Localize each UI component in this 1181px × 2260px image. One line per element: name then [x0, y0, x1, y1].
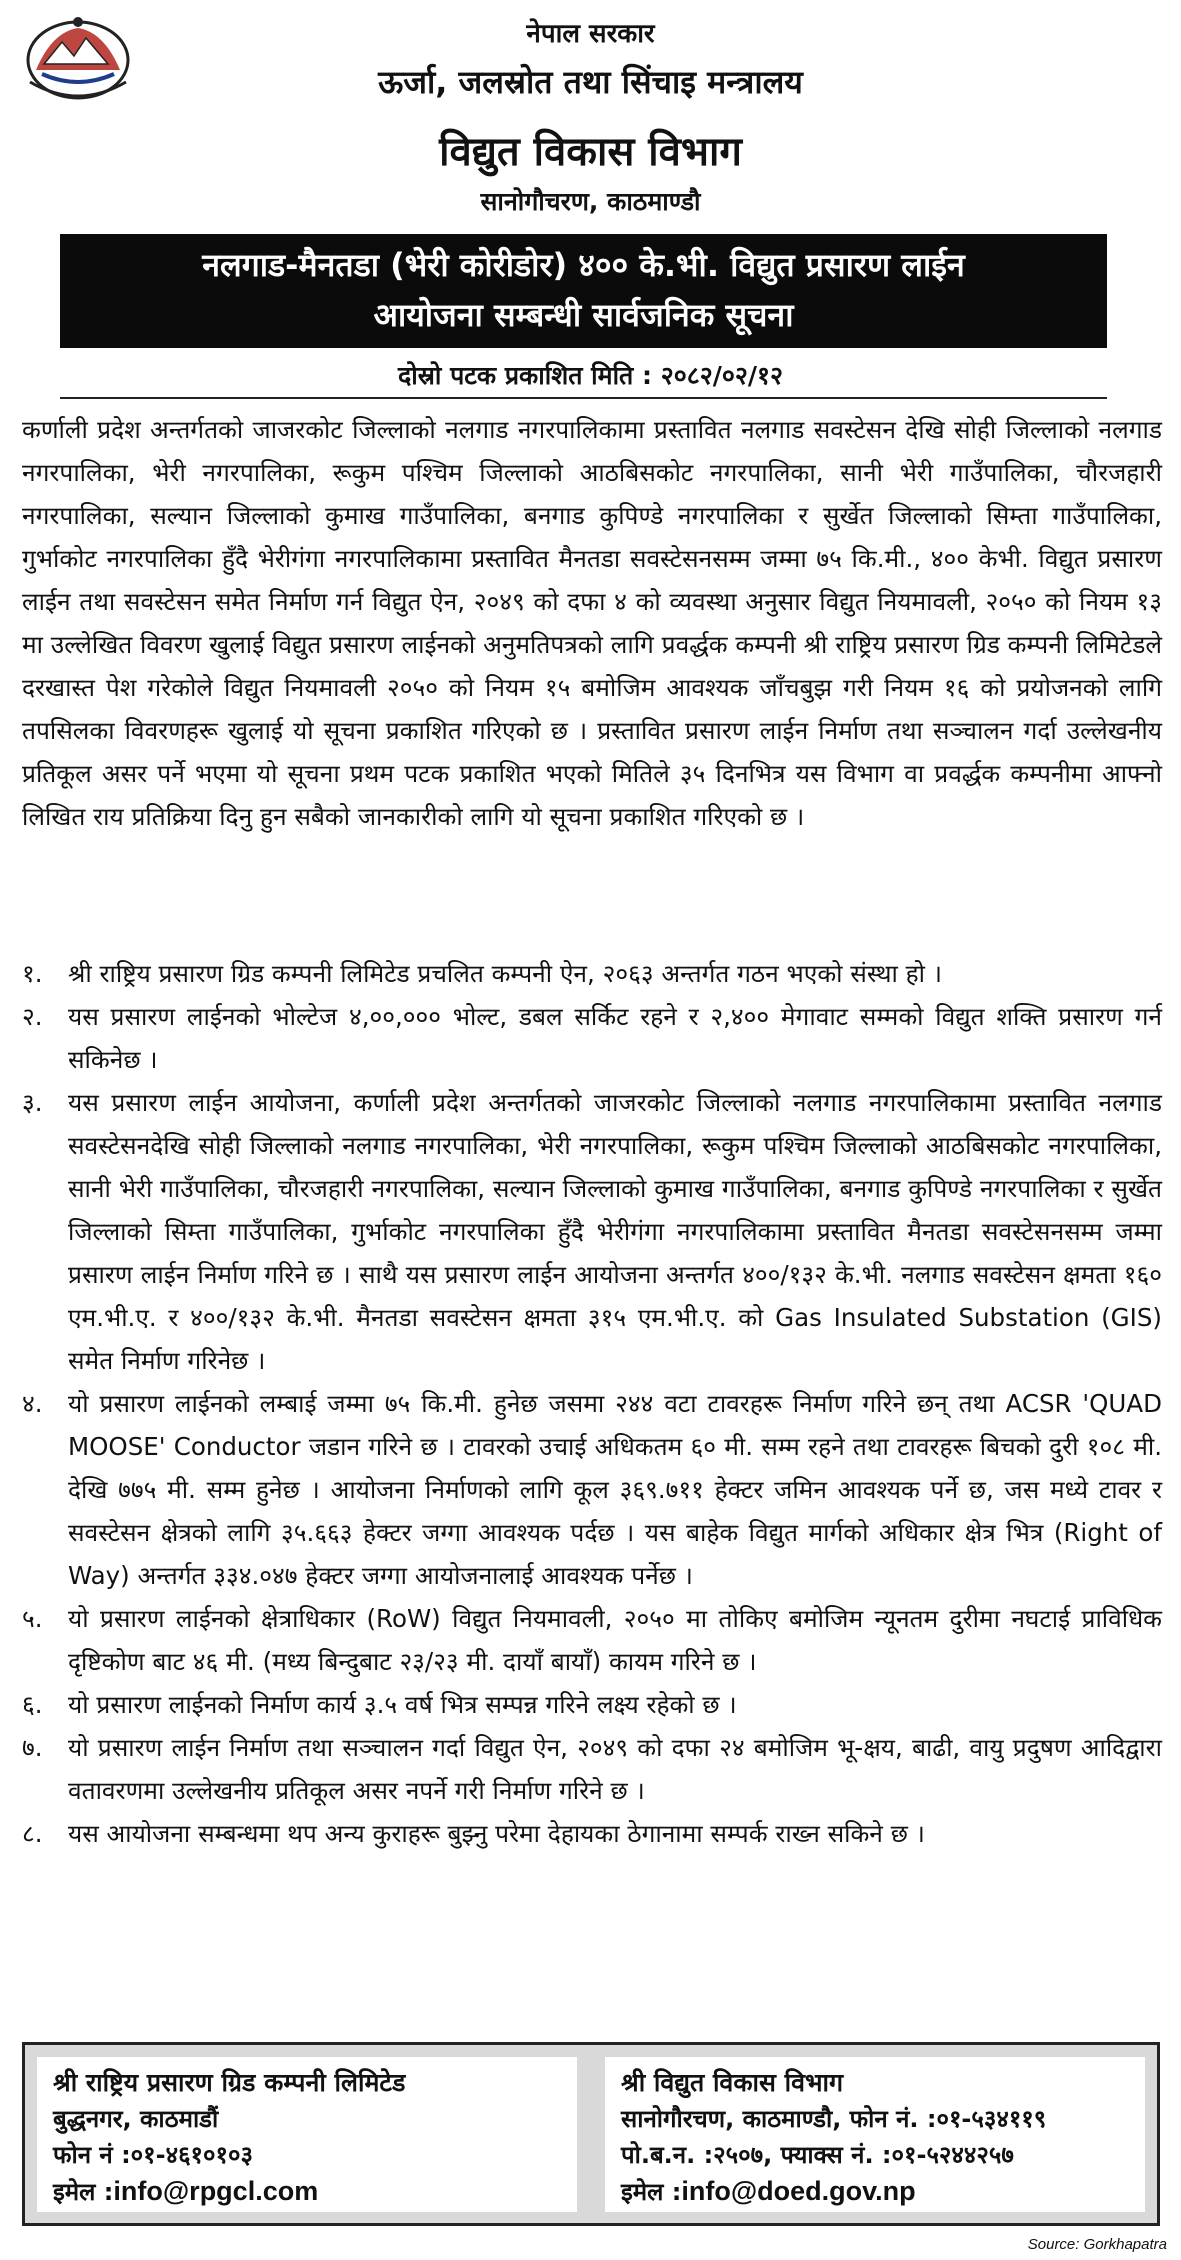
item-number: ३. — [22, 1088, 43, 1117]
list-item — [22, 1683, 1162, 1726]
contact-address: बुद्धनगर, काठमाडौं — [53, 2105, 219, 2133]
list-item — [22, 1812, 1162, 1855]
department-name: विद्युत विकास विभाग — [439, 129, 742, 175]
government-name: नेपाल सरकार — [526, 19, 655, 49]
ministry-name: ऊर्जा, जलस्रोत तथा सिंचाइ मन्त्रालय — [378, 63, 803, 101]
item-number: ५. — [22, 1604, 43, 1633]
contact-name: श्री विद्युत विकास विभाग — [621, 2068, 844, 2097]
department-address: सानोगौचरण, काठमाण्डौ — [480, 187, 701, 216]
item-number: १. — [22, 959, 43, 988]
item-number: ७. — [22, 1733, 43, 1762]
contact-rpgcl — [37, 2057, 577, 2212]
item-text: यस प्रसारण लाईनको भोल्टेज ४,००,००० भोल्ट, डबल सर्किट रहने र २,४०० मेगावाट सम्मको विद्युत शक्ति प्रसारण गर्न सकिनेछ । — [68, 1002, 1162, 1074]
contact-name: श्री राष्ट्रिय प्रसारण ग्रिड कम्पनी लिमिटेड — [53, 2068, 406, 2097]
email-label: इमेल : — [621, 2178, 682, 2206]
contact-footer — [22, 2042, 1160, 2226]
list-item — [22, 952, 1162, 995]
notice-items-list — [22, 952, 1162, 1855]
item-number: २. — [22, 1002, 43, 1031]
item-number: ६. — [22, 1690, 43, 1719]
notice-title-line-1: नलगाड-मैनतडा (भेरी कोरीडोर) ४०० के.भी. विद्युत प्रसारण लाईन — [202, 246, 965, 284]
email-label: इमेल : — [53, 2178, 114, 2206]
source-credit: Source: Gorkhapatra — [1027, 2236, 1167, 2253]
notice-title-banner — [60, 234, 1107, 348]
intro-paragraph: कर्णाली प्रदेश अन्तर्गतको जाजरकोट जिल्लाको नलगाड नगरपालिकामा प्रस्तावित नलगाड सवस्टेसन देखि सोही जिल्लाको नलगाड नगरपालिका, भेरी नगरपालिका, रूकुम पश्चिम जिल्लाको आठबिसकोट नगरपालिका, सानी भेरी गाउँपालिका, चौरजहारी नगरपालिका, सल्यान जिल्लाको कुमाख गाउँपालिका, बनगाड कुपिण्डे नगरपालिका र सुर्खेत जिल्लाको सिम्ता गाउँपालिका, गुर्भाकोट नगरपालिका हुँदै भेरीगंगा नगरपालिकामा प्रस्तावित मैनतडा सवस्टेसनसम्म जम्मा ७५ कि.मी., ४०० केभी. विद्युत प्रसारण लाईन तथा सवस्टेसन समेत निर्माण गर्न विद्युत ऐन, २०४९ को दफा ४ को व्यवस्था अनुसार विद्युत नियमावली, २०५० को नियम १३ मा उल्लेखित विवरण खुलाई विद्युत प्रसारण लाईनको अनुमतिपत्रको लागि प्रवर्द्धक कम्पनी श्री राष्ट्रिय प्रसारण ग्रिड कम्पनी लिमिटेडले दरखास्त पेश गरेकोले विद्युत नियमावली २०५० को नियम १५ बमोजिम आवश्यक जाँचबुझ गरी नियम १६ को प्रयोजनको लागि तपसिलका विवरणहरू खुलाई यो सूचना प्रकाशित गरिएको छ । प्रस्तावित प्रसारण लाईन निर्माण तथा सञ्चालन गर्दा उल्लेखनीय प्रतिकूल असर पर्ने भएमा यो सूचना प्रथम पटक प्रकाशित भएको मितिले ३५ दिनभित्र यस विभाग वा प्रवर्द्धक कम्पनीमा आफ्नो लिखित राय प्रतिक्रिया दिनु हुन सबैको जानकारीको लागि यो सूचना प्रकाशित गरिएको छ । — [22, 415, 1162, 831]
list-item — [22, 995, 1162, 1081]
item-text: यस प्रसारण लाईन आयोजना, कर्णाली प्रदेश अन्तर्गतको जाजरकोट जिल्लाको नलगाड नगरपालिकामा प्रस्तावित नलगाड सवस्टेसनदेखि सोही जिल्लाको नलगाड नगरपालिका, भेरी नगरपालिका, रूकुम पश्चिम जिल्लाको आठबिसकोट नगरपालिका, सानी भेरी गाउँपालिका, चौरजहारी नगरपालिका, सल्यान जिल्लाको कुमाख गाउँपालिका, बनगाड कुपिण्डे नगरपालिका र सुर्खेत जिल्लाको सिम्ता गाउँपालिका, गुर्भाकोट नगरपालिका हुँदै भेरीगंगा नगरपालिकामा प्रस्तावित मैनतडा सवस्टेसनसम्म जम्मा प्रसारण लाईन निर्माण गरिने छ । साथै यस प्रसारण लाईन आयोजना अन्तर्गत ४००/१३२ के.भी. नलगाड सवस्टेसन क्षमता १६० एम.भी.ए. र ४००/१३२ के.भी. मैनतडा सवस्टेसन क्षमता ३१५ एम.भी.ए. को Gas Insulated Substation (GIS) समेत निर्माण गरिनेछ । — [68, 1088, 1162, 1375]
list-item — [22, 1081, 1162, 1382]
notice-title-line-2: आयोजना सम्बन्धी सार्वजनिक सूचना — [373, 296, 794, 334]
list-item — [22, 1382, 1162, 1597]
item-text: यो प्रसारण लाईन निर्माण तथा सञ्चालन गर्दा विद्युत ऐन, २०४९ को दफा २४ बमोजिम भू-क्षय, बाढी, वायु प्रदुषण आदिद्वारा वतावरणमा उल्लेखनीय प्रतिकूल असर नपर्ने गरी निर्माण गरिने छ । — [68, 1733, 1162, 1805]
item-number: ८. — [22, 1819, 43, 1848]
contact-pobox-fax: पो.ब.न. :२५०७, फ्याक्स नं. :०१-५२४४२५७ — [621, 2141, 1014, 2169]
item-text: श्री राष्ट्रिय प्रसारण ग्रिड कम्पनी लिमिटेड प्रचलित कम्पनी ऐन, २०६३ अन्तर्गत गठन भएको संस्था हो । — [68, 959, 943, 988]
list-item — [22, 1597, 1162, 1683]
item-number: ४. — [22, 1389, 43, 1418]
contact-phone: फोन नं :०१-४६१०१०३ — [53, 2141, 253, 2169]
contact-email[interactable]: info@rpgcl.com — [113, 2176, 319, 2206]
contact-email-row — [621, 2173, 1129, 2210]
item-text: यो प्रसारण लाईनको लम्बाई जम्मा ७५ कि.मी. हुनेछ जसमा २४४ वटा टावरहरू निर्माण गरिने छन् तथा ACSR 'QUAD MOOSE' Conductor जडान गरिने छ । टावरको उचाई अधिकतम ६० मी. सम्म रहने तथा टावरहरू बिचको दुरी १०८ मी. देखि ७७५ मी. सम्म हुनेछ । आयोजना निर्माणको लागि कूल ३६९.७११ हेक्टर जमिन आवश्यक पर्ने छ, जस मध्ये टावर र सवस्टेसन क्षेत्रको लागि ३५.६६३ हेक्टर जग्गा आवश्यक पर्दछ । यस बाहेक विद्युत मार्गको अधिकार क्षेत्र भित्र (Right of Way) अन्तर्गत ३३४.०४७ हेक्टर जग्गा आयोजनालाई आवश्यक पर्नेछ । — [68, 1389, 1162, 1590]
item-text: यो प्रसारण लाईनको निर्माण कार्य ३.५ वर्ष भित्र सम्पन्न गरिने लक्ष्य रहेको छ । — [68, 1690, 737, 1719]
item-text: यो प्रसारण लाईनको क्षेत्राधिकार (RoW) विद्युत नियमावली, २०५० मा तोकिए बमोजिम न्यूनतम दुरीमा नघटाई प्राविधिक दृष्टिकोण बाट ४६ मी. (मध्य बिन्दुबाट २३/२३ मी. दायाँ बायाँ) कायम गरिने छ । — [68, 1604, 1162, 1676]
publication-date: दोस्रो पटक प्रकाशित मिति : २०८२/०२/१२ — [398, 361, 783, 390]
contact-address-phone: सानोगौरचण, काठमाण्डौ, फोन नं. :०१-५३४११९ — [621, 2105, 1047, 2133]
contact-doed — [605, 2057, 1145, 2212]
divider — [60, 397, 1107, 399]
contact-email-row — [53, 2173, 561, 2210]
contact-email[interactable]: info@doed.gov.np — [681, 2176, 916, 2206]
list-item — [22, 1726, 1162, 1812]
item-text: यस आयोजना सम्बन्धमा थप अन्य कुराहरू बुझ्नु परेमा देहायका ठेगानामा सम्पर्क राख्न सकिने छ । — [68, 1819, 925, 1848]
